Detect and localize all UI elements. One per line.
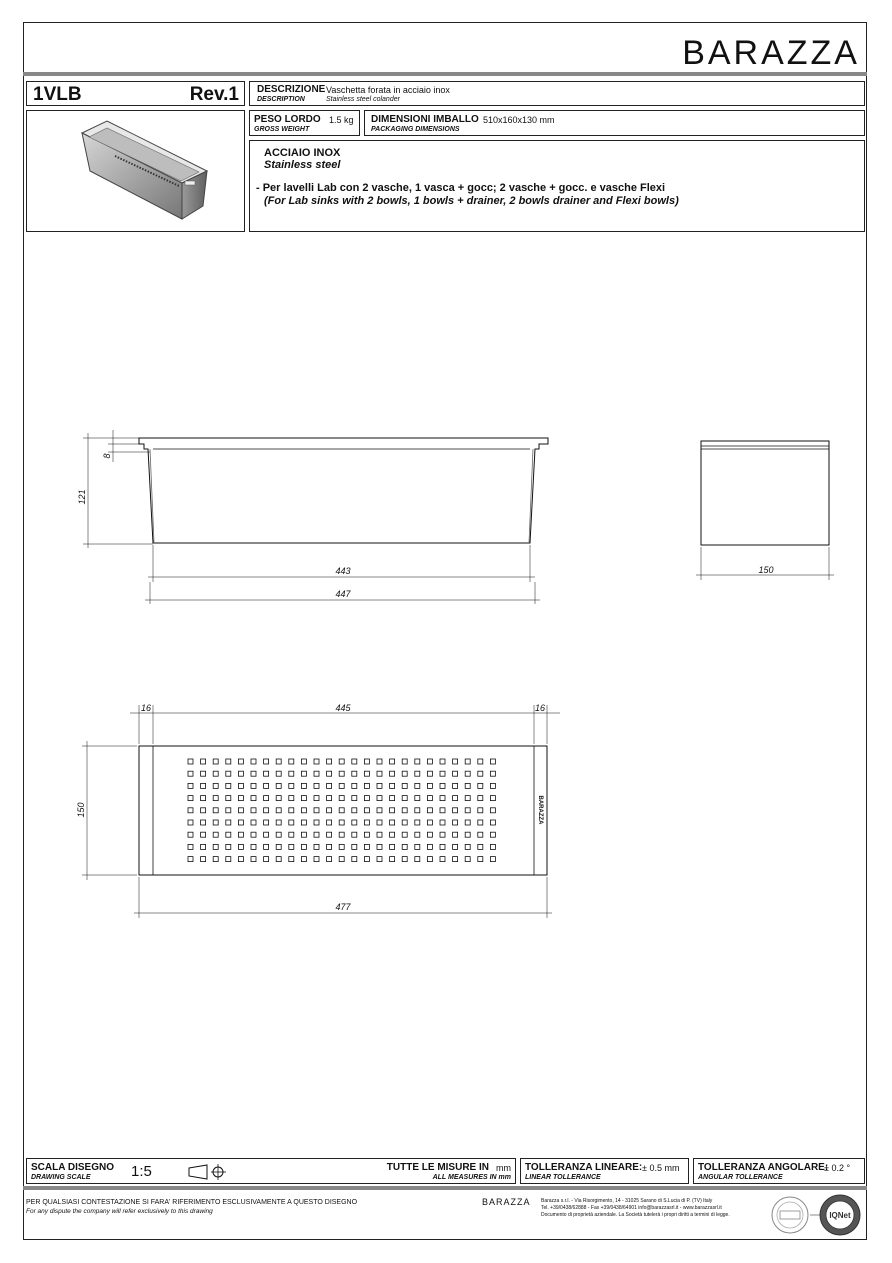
perforation-hole — [440, 832, 445, 837]
perforation-hole — [314, 857, 319, 862]
perforation-hole — [352, 844, 357, 849]
angular-tolerance-box — [693, 1158, 865, 1184]
perforation-hole — [213, 857, 218, 862]
perforation-hole — [390, 796, 395, 801]
perforation-hole — [390, 808, 395, 813]
perforation-hole — [352, 832, 357, 837]
perforation-hole — [251, 759, 256, 764]
perforation-hole — [201, 844, 206, 849]
perforation-hole — [301, 857, 306, 862]
perforation-hole — [453, 759, 458, 764]
perforation-hole — [314, 808, 319, 813]
perforation-hole — [213, 832, 218, 837]
perforation-hole — [427, 820, 432, 825]
perforation-hole — [314, 844, 319, 849]
perforation-hole — [289, 820, 294, 825]
perforation-hole — [226, 844, 231, 849]
perforation-hole — [402, 820, 407, 825]
front-view — [83, 430, 548, 604]
angular-label-en: ANGULAR TOLLERANCE — [698, 1174, 783, 1181]
perforation-hole — [478, 783, 483, 788]
perforation-hole — [301, 820, 306, 825]
perforation-hole — [238, 783, 243, 788]
perforation-hole — [478, 844, 483, 849]
perforation-hole — [264, 808, 269, 813]
perforation-hole — [314, 759, 319, 764]
perforation-hole — [264, 796, 269, 801]
perforation-hole — [301, 832, 306, 837]
dim-top-height: 150 — [76, 802, 86, 818]
perforation-hole — [251, 808, 256, 813]
compatibility-line: - Per lavelli Lab con 2 vasche, 1 vasca + gocc; 2 vasche + gocc. e vasche Flexi — [256, 182, 666, 194]
perforation-hole — [377, 832, 382, 837]
perforation-hole — [264, 832, 269, 837]
packaging-label-en: PACKAGING DIMENSIONS — [371, 126, 460, 133]
company-line-1: Barazza s.r.l. - Via Risorgimento, 14 - 31025 Sarano di S.Lucia di P. (TV) Italy — [541, 1198, 713, 1204]
perforation-hole — [352, 759, 357, 764]
perforation-hole — [201, 796, 206, 801]
description-label-en: DESCRIPTION — [257, 96, 305, 103]
perforation-hole — [276, 808, 281, 813]
perforation-hole — [264, 759, 269, 764]
perforation-hole — [415, 808, 420, 813]
perforation-hole — [364, 844, 369, 849]
perforation-hole — [289, 844, 294, 849]
perforation-hole — [465, 844, 470, 849]
perforation-hole — [453, 857, 458, 862]
perforation-hole — [226, 820, 231, 825]
perforation-hole — [478, 832, 483, 837]
perforation-hole — [390, 832, 395, 837]
perforation-hole — [188, 844, 193, 849]
perforation-hole — [251, 783, 256, 788]
perforation-hole — [238, 796, 243, 801]
perforation-hole — [427, 844, 432, 849]
perforation-hole — [289, 796, 294, 801]
perforation-hole — [390, 844, 395, 849]
dim-front-inner: 443 — [335, 566, 351, 576]
perforation-hole — [440, 771, 445, 776]
perforation-hole — [276, 844, 281, 849]
perforation-hole — [188, 832, 193, 837]
perforation-hole — [301, 783, 306, 788]
perforation-hole — [364, 808, 369, 813]
material-title-en: Stainless steel — [264, 159, 341, 171]
perforation-hole — [390, 759, 395, 764]
dim-side-width: 150 — [758, 565, 774, 575]
perforation-hole — [264, 820, 269, 825]
perforation-hole — [201, 820, 206, 825]
perforation-hole — [213, 771, 218, 776]
perforation-hole — [440, 808, 445, 813]
perforation-hole — [339, 771, 344, 776]
perforation-hole — [327, 844, 332, 849]
perforation-hole — [301, 771, 306, 776]
perforation-hole — [364, 771, 369, 776]
perforation-hole — [327, 796, 332, 801]
cert-label: IQNet — [829, 1211, 851, 1220]
dim-front-rim: 8 — [102, 453, 112, 459]
perforation-hole — [402, 771, 407, 776]
perforation-hole — [415, 796, 420, 801]
perforation-hole — [478, 820, 483, 825]
perforation-hole — [226, 808, 231, 813]
angular-value: ± 0.2 ° — [824, 1163, 851, 1173]
perforation-hole — [402, 808, 407, 813]
linear-label-en: LINEAR TOLLERANCE — [525, 1174, 601, 1181]
perforation-hole — [238, 808, 243, 813]
perforation-hole — [352, 783, 357, 788]
perforation-hole — [440, 759, 445, 764]
perforation-hole — [238, 857, 243, 862]
linear-value: ± 0.5 mm — [642, 1163, 680, 1173]
perforation-hole — [276, 820, 281, 825]
perforation-hole — [264, 783, 269, 788]
perforation-hole — [188, 771, 193, 776]
scale-label: SCALA DISEGNO — [31, 1162, 114, 1173]
perforation-hole — [440, 796, 445, 801]
perforation-hole — [188, 783, 193, 788]
perforation-hole — [390, 820, 395, 825]
perforation-hole — [427, 759, 432, 764]
top-view-brand: BARAZZA — [537, 795, 543, 825]
perforation-hole — [339, 832, 344, 837]
perforation-hole — [390, 771, 395, 776]
perforation-hole — [327, 783, 332, 788]
scale-box — [26, 1158, 516, 1184]
perforation-hole — [490, 759, 495, 764]
perforation-hole — [415, 820, 420, 825]
perforation-hole — [201, 771, 206, 776]
perforation-hole — [402, 857, 407, 862]
perforation-hole — [314, 832, 319, 837]
perforation-hole — [402, 844, 407, 849]
perforation-hole — [402, 796, 407, 801]
perforation-hole — [465, 832, 470, 837]
perforation-hole — [377, 844, 382, 849]
perforation-hole — [364, 832, 369, 837]
perforation-hole — [490, 796, 495, 801]
perforation-hole — [314, 820, 319, 825]
scale-label-en: DRAWING SCALE — [31, 1174, 91, 1181]
perforation-hole — [213, 796, 218, 801]
measures-unit: mm — [496, 1163, 511, 1173]
perforation-hole — [465, 771, 470, 776]
perforation-hole — [339, 808, 344, 813]
perforation-hole — [188, 857, 193, 862]
perforation-hole — [188, 759, 193, 764]
perforation-grid — [188, 759, 495, 862]
perforation-hole — [453, 832, 458, 837]
perforation-hole — [390, 857, 395, 862]
perforation-hole — [213, 820, 218, 825]
perforation-hole — [402, 783, 407, 788]
perforation-hole — [301, 759, 306, 764]
angular-label: TOLLERANZA ANGOLARE: — [698, 1162, 829, 1173]
perforation-hole — [301, 844, 306, 849]
perforation-hole — [453, 820, 458, 825]
perforation-hole — [415, 783, 420, 788]
perforation-hole — [440, 857, 445, 862]
dim-top-total: 477 — [335, 902, 351, 912]
perforation-hole — [251, 844, 256, 849]
perforation-hole — [339, 796, 344, 801]
compatibility-line-en: (For Lab sinks with 2 bowls, 1 bowls + drainer, 2 bowls drainer and Flexi bowls) — [264, 195, 679, 207]
weight-label: PESO LORDO — [254, 114, 321, 125]
perforation-hole — [440, 844, 445, 849]
description-value: Vaschetta forata in acciaio inox — [326, 85, 450, 95]
perforation-hole — [377, 820, 382, 825]
perforation-hole — [213, 759, 218, 764]
perforation-hole — [339, 857, 344, 862]
perforation-hole — [427, 771, 432, 776]
dim-front-height: 121 — [77, 489, 87, 505]
measures-label-en: ALL MEASURES IN mm — [432, 1174, 511, 1181]
perforation-hole — [465, 759, 470, 764]
perforation-hole — [251, 796, 256, 801]
dispute-note: PER QUALSIASI CONTESTAZIONE SI FARA' RIFERIMENTO ESCLUSIVAMENTE A QUESTO DISEGNO — [26, 1199, 358, 1206]
perforation-hole — [213, 783, 218, 788]
revision: Rev.1 — [189, 84, 239, 105]
perforation-hole — [276, 771, 281, 776]
company-line-3: Documento di proprietà aziendale. La Società tutelerà i propri diritti a termini di legge. — [541, 1212, 730, 1218]
perforation-hole — [415, 844, 420, 849]
perforation-hole — [213, 808, 218, 813]
perforation-hole — [238, 844, 243, 849]
perforation-hole — [238, 759, 243, 764]
perforation-hole — [352, 857, 357, 862]
perforation-hole — [289, 808, 294, 813]
perforation-hole — [490, 844, 495, 849]
perforation-hole — [301, 796, 306, 801]
dim-top-inner: 445 — [335, 703, 351, 713]
perforation-hole — [478, 759, 483, 764]
perforation-hole — [478, 808, 483, 813]
perforation-hole — [238, 771, 243, 776]
perforation-hole — [490, 820, 495, 825]
perforation-hole — [490, 783, 495, 788]
perforation-hole — [276, 796, 281, 801]
perforation-hole — [201, 808, 206, 813]
perforation-hole — [490, 808, 495, 813]
perforation-hole — [289, 857, 294, 862]
perforation-hole — [465, 808, 470, 813]
measures-label: TUTTE LE MISURE IN — [386, 1162, 489, 1173]
perforation-hole — [238, 832, 243, 837]
perforation-hole — [364, 796, 369, 801]
perforation-hole — [427, 796, 432, 801]
perforation-hole — [327, 857, 332, 862]
perforation-hole — [415, 759, 420, 764]
perforation-hole — [251, 820, 256, 825]
perforation-hole — [427, 783, 432, 788]
perforation-hole — [264, 771, 269, 776]
perforation-hole — [402, 832, 407, 837]
perforation-hole — [352, 771, 357, 776]
perforation-hole — [339, 759, 344, 764]
perforation-hole — [188, 796, 193, 801]
perforation-hole — [188, 808, 193, 813]
perforation-hole — [415, 771, 420, 776]
perforation-hole — [327, 820, 332, 825]
dim-top-right: 16 — [534, 703, 546, 713]
company-line-2: Tel. +39/0438/62888 - Fax +39/0438/64901 info@barazzasrl.it - www.barazzasrl.it — [541, 1205, 722, 1211]
perforation-hole — [327, 771, 332, 776]
perforation-hole — [314, 783, 319, 788]
perforation-hole — [440, 820, 445, 825]
perforation-hole — [478, 796, 483, 801]
packaging-value: 510x160x130 mm — [483, 115, 555, 125]
scale-value: 1:5 — [131, 1163, 152, 1180]
perforation-hole — [377, 771, 382, 776]
perforation-hole — [226, 857, 231, 862]
perforation-hole — [478, 857, 483, 862]
perforation-hole — [440, 783, 445, 788]
perforation-hole — [226, 796, 231, 801]
perforation-hole — [490, 832, 495, 837]
perforation-hole — [264, 844, 269, 849]
perforation-hole — [314, 796, 319, 801]
brand-logo: BARAZZA — [682, 34, 860, 72]
perforation-hole — [226, 759, 231, 764]
dispute-note-en: For any dispute the company will refer exclusively to this drawing — [26, 1208, 213, 1215]
packaging-label: DIMENSIONI IMBALLO — [371, 114, 479, 125]
perforation-hole — [490, 771, 495, 776]
linear-label: TOLLERANZA LINEARE: — [525, 1162, 643, 1173]
perforation-hole — [377, 808, 382, 813]
perforation-hole — [377, 783, 382, 788]
perforation-hole — [276, 783, 281, 788]
perforation-hole — [289, 759, 294, 764]
perforation-hole — [465, 783, 470, 788]
perforation-hole — [289, 832, 294, 837]
perforation-hole — [352, 820, 357, 825]
perforation-hole — [188, 820, 193, 825]
perforation-hole — [427, 808, 432, 813]
perforation-hole — [251, 832, 256, 837]
perforation-hole — [339, 820, 344, 825]
perforation-hole — [415, 832, 420, 837]
perforation-hole — [465, 796, 470, 801]
perforation-hole — [364, 857, 369, 862]
perforation-hole — [201, 857, 206, 862]
perforation-hole — [201, 783, 206, 788]
description-label: DESCRIZIONE — [257, 84, 326, 95]
perforation-hole — [352, 796, 357, 801]
perforation-hole — [314, 771, 319, 776]
perforation-hole — [289, 783, 294, 788]
linear-tolerance-box — [520, 1158, 689, 1184]
top-view — [82, 705, 560, 918]
perforation-hole — [453, 783, 458, 788]
perforation-hole — [238, 820, 243, 825]
perforation-hole — [364, 759, 369, 764]
perforation-hole — [301, 808, 306, 813]
perforation-hole — [251, 857, 256, 862]
perforation-hole — [415, 857, 420, 862]
perforation-hole — [352, 808, 357, 813]
perforation-hole — [201, 759, 206, 764]
perforation-hole — [339, 783, 344, 788]
perforation-hole — [364, 820, 369, 825]
perforation-hole — [453, 771, 458, 776]
description-value-en: Stainless steel colander — [326, 96, 400, 103]
perforation-hole — [490, 857, 495, 862]
perforation-hole — [465, 857, 470, 862]
material-title: ACCIAIO INOX — [264, 147, 341, 159]
perforation-hole — [276, 759, 281, 764]
perforation-hole — [478, 771, 483, 776]
perforation-hole — [427, 832, 432, 837]
perforation-hole — [364, 783, 369, 788]
perforation-hole — [327, 832, 332, 837]
perforation-hole — [453, 844, 458, 849]
footer-brand: BARAZZA — [482, 1197, 531, 1207]
perforation-hole — [427, 857, 432, 862]
perforation-hole — [251, 771, 256, 776]
perforation-hole — [453, 808, 458, 813]
perforation-hole — [377, 796, 382, 801]
perforation-hole — [264, 857, 269, 862]
dim-top-left: 16 — [140, 703, 152, 713]
perforation-hole — [390, 783, 395, 788]
perforation-hole — [289, 771, 294, 776]
dim-front-outer: 447 — [335, 589, 351, 599]
perforation-hole — [226, 783, 231, 788]
perforation-hole — [339, 844, 344, 849]
weight-value: 1.5 kg — [329, 115, 354, 125]
product-code: 1VLB — [33, 84, 82, 105]
perforation-hole — [213, 844, 218, 849]
perforation-hole — [226, 832, 231, 837]
certification-seals — [770, 1193, 865, 1238]
perforation-hole — [201, 832, 206, 837]
perforation-hole — [327, 808, 332, 813]
side-view — [696, 441, 834, 580]
perforation-hole — [276, 832, 281, 837]
perforation-hole — [327, 759, 332, 764]
perforation-hole — [377, 759, 382, 764]
perforation-hole — [402, 759, 407, 764]
perforation-hole — [226, 771, 231, 776]
weight-label-en: GROSS WEIGHT — [254, 126, 310, 133]
perforation-hole — [453, 796, 458, 801]
perforation-hole — [276, 857, 281, 862]
projection-symbol-icon — [187, 1163, 227, 1181]
perforation-hole — [465, 820, 470, 825]
perforation-hole — [377, 857, 382, 862]
